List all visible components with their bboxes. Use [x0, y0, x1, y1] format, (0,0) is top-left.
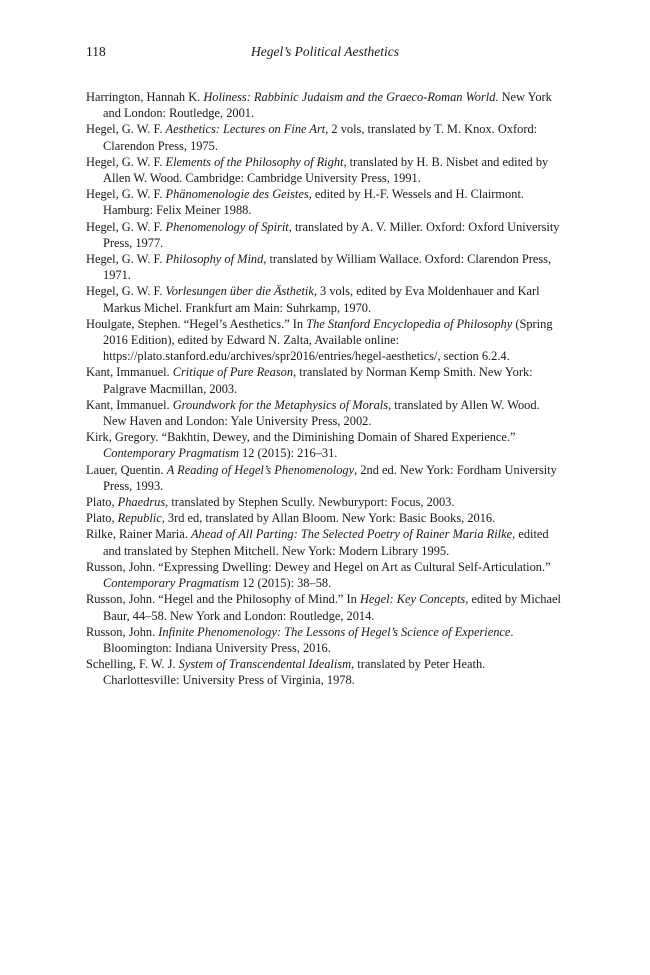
- entry-title: Phaedrus: [117, 495, 166, 510]
- entry-title: Elements of the Philosophy of Right: [165, 154, 344, 169]
- page-number: 118: [86, 44, 106, 59]
- entry-text: Russon, John.: [86, 624, 159, 639]
- entry-text: Kant, Immanuel.: [86, 397, 173, 412]
- entry-title: A Reading of Hegel’s Phenomenology: [166, 462, 355, 477]
- entry-title: Infinite Phenomenology: The Lessons of Hegel’s Science of Experience: [158, 624, 511, 639]
- bibliography-list: [86, 89, 564, 689]
- entry-title: System of Transcendental Idealism: [178, 657, 352, 672]
- entry-text: Kant, Immanuel.: [86, 365, 173, 380]
- entry-text: 12 (2015): 38–58.: [238, 576, 332, 591]
- entry-text: , edited and translated by Stephen Mitchell. New York: Modern Library 1995.: [103, 527, 549, 558]
- running-head: [86, 44, 564, 64]
- entry-text: . Bloomington: Indiana University Press, 2016.: [103, 624, 514, 655]
- entry-text: , 3 vols, edited by Eva Moldenhauer and Karl Markus Michel. Frankfurt am Main: Suhrkamp, 1970.: [103, 284, 540, 315]
- entry-text: Plato,: [86, 511, 118, 526]
- entry-title: Phenomenology of Spirit: [165, 219, 289, 234]
- entry-text: Houlgate, Stephen. “Hegel’s Aesthetics.” In: [86, 316, 307, 331]
- entry-text: 12 (2015): 216–31.: [238, 446, 338, 461]
- entry-text: , edited by Michael Baur, 44–58. New York and London: Routledge, 2014.: [103, 592, 561, 623]
- bibliography-entry: [86, 283, 564, 315]
- entry-title: Contemporary Pragmatism: [103, 576, 239, 591]
- entry-title: Hegel: Key Concepts: [359, 592, 466, 607]
- entry-title: Groundwork for the Metaphysics of Morals: [172, 397, 389, 412]
- entry-text: Hegel, G. W. F.: [86, 219, 166, 234]
- entry-title: Ahead of All Parting: The Selected Poetry of Rainer Maria Rilke: [190, 527, 513, 542]
- entry-text: , translated by H. B. Nisbet and edited by Allen W. Wood. Cambridge: Cambridge University Press, 1991.: [103, 154, 549, 186]
- entry-text: , translated by William Wallace. Oxford: Clarendon Press, 1971.: [103, 252, 552, 283]
- entry-text: , translated by Allen W. Wood. New Haven and London: Yale University Press, 2002.: [103, 397, 540, 429]
- running-title: Hegel’s Political Aesthetics: [251, 44, 399, 59]
- entry-text: , 3rd ed, translated by Allan Bloom. New York: Basic Books, 2016.: [161, 511, 496, 526]
- entry-title: Critique of Pure Reason: [172, 365, 294, 380]
- bibliography-entry: [86, 624, 564, 656]
- entry-title: The Stanford Encyclopedia of Philosophy: [306, 316, 513, 331]
- entry-text: , translated by Peter Heath. Charlottesville: University Press of Virginia, 1978.: [103, 657, 486, 688]
- bibliography-entry: [86, 121, 564, 153]
- bibliography-entry: [86, 364, 564, 396]
- entry-title: Vorlesungen über die Ästhetik: [165, 284, 314, 299]
- bibliography-entry: [86, 186, 564, 218]
- entry-title: Holiness: Rabbinic Judaism and the Graeco-Roman World: [203, 90, 496, 104]
- entry-text: , 2nd ed. New York: Fordham University Press, 1993.: [103, 462, 557, 493]
- entry-text: , translated by Norman Kemp Smith. New York: Palgrave Macmillan, 2003.: [103, 365, 533, 396]
- entry-text: Russon, John. “Hegel and the Philosophy of Mind.” In: [86, 592, 360, 607]
- entry-title: Phänomenologie des Geistes: [165, 187, 309, 202]
- entry-title: Philosophy of Mind: [165, 252, 264, 267]
- bibliography-entry: [86, 219, 564, 251]
- bibliography-entry: [86, 397, 564, 429]
- bibliography-entry: [86, 510, 564, 526]
- entry-title: Contemporary Pragmatism: [103, 446, 239, 461]
- entry-text: Hegel, G. W. F.: [86, 122, 166, 137]
- bibliography-entry: [86, 494, 564, 510]
- entry-text: Plato,: [86, 495, 118, 510]
- bibliography-entry: [86, 462, 564, 494]
- entry-text: Kirk, Gregory. “Bakhtin, Dewey, and the Diminishing Domain of Shared Experience.”: [86, 430, 516, 445]
- bibliography-entry: [86, 154, 564, 186]
- bibliography-entry: [86, 251, 564, 283]
- bibliography-entry: [86, 559, 564, 591]
- entry-text: Lauer, Quentin.: [86, 462, 167, 477]
- entry-text: Hegel, G. W. F.: [86, 187, 166, 202]
- entry-text: , 2 vols, translated by T. M. Knox. Oxford: Clarendon Press, 1975.: [103, 122, 538, 153]
- bibliography-entry: [86, 429, 564, 461]
- entry-text: Schelling, F. W. J.: [86, 657, 179, 672]
- entry-text: , edited by H.-F. Wessels and H. Clairmont. Hamburg: Felix Meiner 1988.: [103, 187, 524, 218]
- entry-text: (Spring 2016 Edition), edited by Edward N. Zalta, Available online: https://plato.stanford.edu/archives/spr2016/entries/hegel-aesthetics/, section 6.2.4.: [103, 316, 553, 364]
- entry-text: Hegel, G. W. F.: [86, 154, 166, 169]
- bibliography-entry: [86, 526, 564, 558]
- entry-text: . New York and London: Routledge, 2001.: [103, 90, 552, 121]
- entry-text: Harrington, Hannah K.: [86, 90, 204, 104]
- entry-text: , translated by Stephen Scully. Newburyport: Focus, 2003.: [165, 495, 455, 510]
- entry-text: Rilke, Rainer Maria.: [86, 527, 191, 542]
- entry-text: Hegel, G. W. F.: [86, 284, 166, 299]
- bibliography-entry: [86, 591, 564, 623]
- bibliography-entry: [86, 656, 564, 688]
- entry-title: Republic: [117, 511, 162, 526]
- entry-text: Hegel, G. W. F.: [86, 252, 166, 267]
- bibliography-entry: [86, 89, 564, 121]
- bibliography-entry: [86, 316, 564, 365]
- entry-text: Russon, John. “Expressing Dwelling: Dewey and Hegel on Art as Cultural Self-Articulation.”: [86, 559, 551, 574]
- entry-title: Aesthetics: Lectures on Fine Art: [165, 122, 326, 137]
- entry-text: , translated by A. V. Miller. Oxford: Oxford University Press, 1977.: [103, 219, 560, 250]
